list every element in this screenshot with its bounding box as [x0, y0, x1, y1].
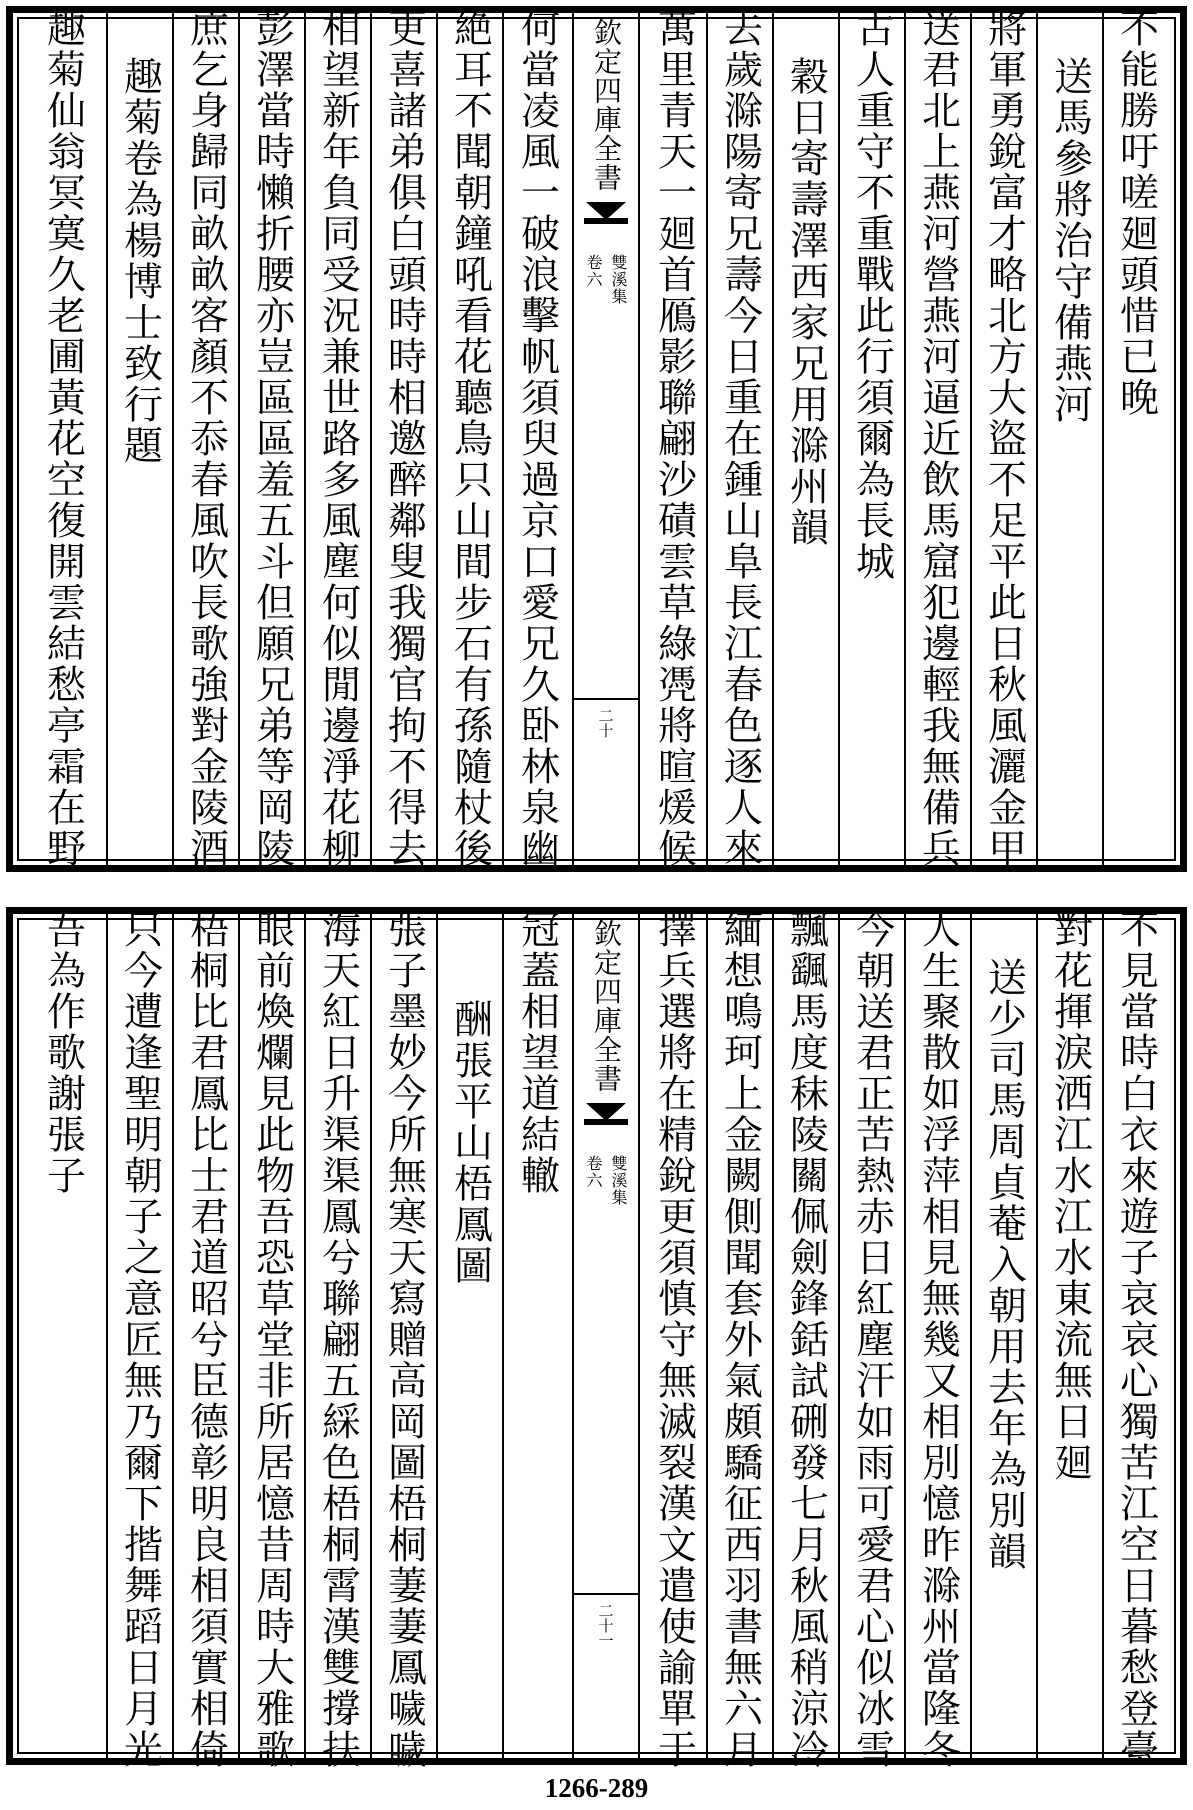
book-title: 欽定四庫全書 [590, 919, 623, 1093]
page-number: 1266-289 [544, 1773, 649, 1803]
text-column [22, 909, 104, 1763]
column-text: 張子墨妙今所無寒天寫贈高岡圖梧桐萋萋鳳噦噦 [381, 909, 427, 1770]
fold-rule [574, 1593, 638, 1595]
column-rule [706, 909, 708, 1763]
column-text: 吾為作歌謝張子 [40, 909, 86, 1196]
text-column [972, 909, 1036, 1763]
text-column [504, 8, 570, 870]
text-column [642, 8, 706, 870]
column-text: 對花揮淚洒江水江水東流無日廻 [1047, 909, 1093, 1483]
text-column [108, 8, 172, 870]
column-rule [172, 8, 174, 870]
text-column [774, 909, 838, 1770]
collection-name: 雙溪集 [609, 254, 628, 305]
column-text: 去歲滁陽寄兄壽今日重在鍾山阜長江春色逐人來 [717, 8, 763, 869]
column-text: 送君北上燕河營燕河逼近飲馬窟犯邊輕我無備兵 [915, 8, 961, 869]
column-text: 今朝送君正苦熱赤日紅塵汗如雨可愛君心似冰雪 [849, 909, 895, 1770]
column-rule [436, 909, 438, 1763]
column-rule [106, 8, 108, 870]
column-text: 古人重守不重戰此行須爾為長城 [849, 8, 895, 582]
volume-label: 卷六 [584, 254, 603, 288]
column-text: 只今遭逢聖明朝子之意匠無乃爾下揩舞蹈日月光 [117, 909, 163, 1770]
column-text: 更喜諸弟俱白頭時時相邀醉鄰叟我獨官拘不得去 [381, 8, 427, 869]
column-text: 庶乞身歸同畝畝客顏不忝春風吹長歌強對金陵酒 [183, 8, 229, 869]
column-text: 絶耳不聞朝鐘吼看花聽鳥只山間步石有孫隨杖後 [447, 8, 493, 869]
column-text: 眼前煥爛見此物吾恐草堂非所居憶昔周時大雅歌 [249, 909, 295, 1770]
text-column [1104, 909, 1168, 1770]
column-rule [970, 8, 972, 870]
column-text: 不能勝吁嗟廻頭惜已晚 [1113, 8, 1159, 418]
column-text: 冠蓋相望道結轍 [514, 909, 560, 1196]
text-column [642, 909, 706, 1770]
poem-title: 送少司馬周貞菴入朝用去年為別韻 [981, 957, 1027, 1572]
column-rule [838, 8, 840, 870]
column-rule [706, 8, 708, 870]
column-rule [370, 909, 372, 1763]
column-text: 梧桐比君鳳比士君道昭兮臣德彰明良相須實相倚 [183, 909, 229, 1770]
poem-title: 穀日寄壽澤西家兄用滁州韻 [783, 56, 829, 548]
column-text: 將軍勇銳富才略北方大盜不足平此日秋風灑金甲 [981, 8, 1027, 869]
book-title: 欽定四庫全書 [590, 18, 623, 192]
column-text: 彭澤當時懶折腰亦豈區區羞五斗但願兄弟等岡陵 [249, 8, 295, 869]
text-column [438, 909, 502, 1763]
collection-name: 雙溪集 [609, 1155, 628, 1206]
column-rule [772, 909, 774, 1763]
text-column [774, 8, 838, 870]
fold-caption [582, 254, 630, 305]
poem-title: 酬張平山梧鳳圖 [447, 999, 493, 1286]
upper-page [0, 0, 1193, 878]
fish-tail-bar [584, 1119, 628, 1125]
column-rule [904, 909, 906, 1763]
text-column [708, 8, 772, 870]
text-column [22, 8, 104, 870]
text-column [174, 909, 238, 1770]
column-rule [1102, 8, 1104, 870]
column-rule [1036, 8, 1038, 870]
column-rule [502, 8, 504, 870]
fold-rule [574, 698, 638, 700]
poem-title: 趣菊卷為楊博士致行題 [117, 56, 163, 466]
text-column [840, 909, 904, 1770]
text-column [240, 909, 304, 1770]
poem-title: 送馬參將治守備燕河 [1047, 56, 1093, 425]
fold-caption [582, 1155, 630, 1206]
column-text: 相望新年負同受況兼世路多風塵何似閒邊淨花柳 [315, 8, 361, 869]
column-rule [370, 8, 372, 870]
column-rule [238, 8, 240, 870]
column-rule [304, 8, 306, 870]
text-column [1038, 909, 1102, 1763]
text-column [906, 909, 970, 1770]
text-column [972, 8, 1036, 870]
centre-fold [572, 909, 640, 1763]
column-rule [970, 909, 972, 1763]
column-rule [106, 909, 108, 1763]
text-column [306, 8, 370, 870]
lower-page [0, 901, 1193, 1771]
text-column [906, 8, 970, 870]
text-column [1038, 8, 1102, 870]
column-text: 不見當時白衣來遊子哀哀心獨苦江空日暮愁登臺 [1113, 909, 1159, 1770]
column-rule [838, 909, 840, 1763]
leaf-number: 二十一 [596, 1603, 615, 1648]
column-rule [1036, 909, 1038, 1763]
text-column [438, 8, 502, 870]
text-column [708, 909, 772, 1770]
column-rule [436, 8, 438, 870]
column-rule [904, 8, 906, 870]
column-rule [238, 909, 240, 1763]
fish-tail-bar [584, 218, 628, 224]
leaf-number: 二十 [596, 708, 615, 738]
column-rule [502, 909, 504, 1763]
column-text: 緬想鳴珂上金闕側聞套外氣頗驕征西羽書無六月 [717, 909, 763, 1770]
column-rule [772, 8, 774, 870]
text-column [174, 8, 238, 870]
column-text: 飄颻馬度秣陵關佩劍鋒銛試硎發七月秋風稍涼冷 [783, 909, 829, 1770]
text-column [840, 8, 904, 870]
column-text: 擇兵選將在精銳更須慎守無滅裂漢文遣使諭單于 [651, 909, 697, 1770]
column-text: 萬里青天一廻首鴈影聯翩沙磧雲草綠凴將暄煖候 [651, 8, 697, 869]
text-column [372, 909, 436, 1770]
column-text: 海天紅日升渠渠鳳兮聯翩五綵色梧桐霄漢雙撐扶 [315, 909, 361, 1770]
centre-fold [572, 8, 640, 870]
column-rule [172, 909, 174, 1763]
text-column [108, 909, 172, 1770]
column-rule [1102, 909, 1104, 1763]
text-column [240, 8, 304, 870]
text-column [1104, 8, 1168, 870]
volume-label: 卷六 [584, 1155, 603, 1189]
column-text: 何當凌風一破浪擊帆須臾過京口愛兄久卧林泉幽 [514, 8, 560, 869]
text-column [372, 8, 436, 870]
column-text: 人生聚散如浮萍相見無幾又相別憶昨滁州當隆冬 [915, 909, 961, 1770]
text-column [306, 909, 370, 1770]
column-rule [304, 909, 306, 1763]
text-column [504, 909, 570, 1763]
column-text: 趣菊仙翁冥寞久老圃黃花空復開雲結愁亭霜在野 [40, 8, 86, 869]
